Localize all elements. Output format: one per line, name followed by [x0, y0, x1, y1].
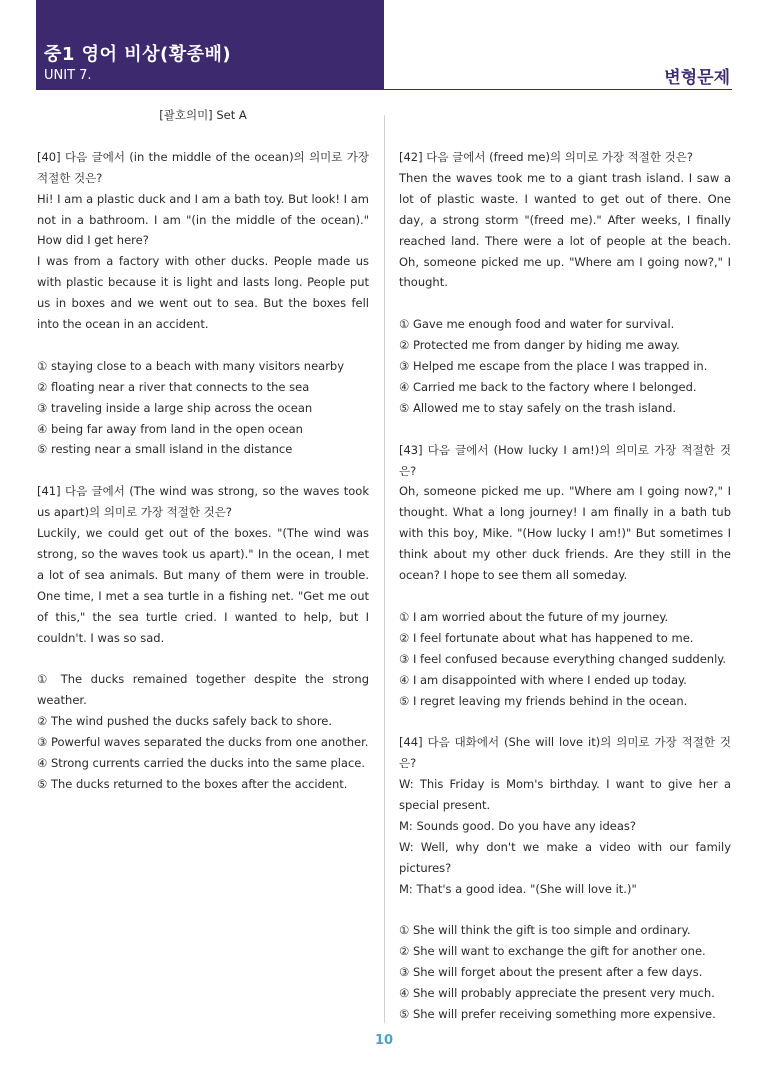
left-column	[37, 105, 369, 795]
page-title: 중1 영어 비상(황종배)	[44, 44, 232, 65]
question-42	[399, 147, 731, 419]
answer-option: ④ Carried me back to the factory where I belonged.	[399, 379, 697, 394]
question-41	[37, 481, 369, 795]
answer-option: ⑤ She will prefer receiving something more expensive.	[399, 1007, 716, 1022]
question-text: [41] 다음 글에서 (The wind was strong, so the waves took us apart)의 의미로 가장 적절한 것은?	[37, 484, 369, 520]
column-divider	[384, 115, 385, 1023]
dialogue-line: M: That's a good idea. "(She will love it.)"	[399, 881, 637, 896]
answer-option: ① The ducks remained together despite the strong weather.	[37, 672, 369, 708]
answer-option: ⑤ I regret leaving my friends behind in the ocean.	[399, 693, 688, 708]
answer-option: ② I feel fortunate about what has happened to me.	[399, 630, 694, 645]
answer-option: ② She will want to exchange the gift for another one.	[399, 944, 706, 959]
answer-option: ④ being far away from land in the open ocean	[37, 421, 303, 436]
unit-label: UNIT 7.	[44, 68, 92, 83]
set-label: [괄호의미] Set A	[159, 108, 247, 122]
answer-option: ③ traveling inside a large ship across the ocean	[37, 400, 313, 415]
passage-text: Luckily, we could get out of the boxes. "(The wind was strong, so the waves took us apart)." In the ocean, I met a lot of sea animals. But many of them were in trouble. One time, I met a sea turtle in a fishing net. "Get me out of this," the sea turtle cried. I wanted to help, but I couldn't. I was so sad.	[37, 526, 369, 645]
answer-option: ⑤ resting near a small island in the distance	[37, 442, 293, 457]
dialogue-line: M: Sounds good. Do you have any ideas?	[399, 818, 637, 833]
answer-option: ④ She will probably appreciate the present very much.	[399, 986, 715, 1001]
answer-option: ③ Helped me escape from the place I was trapped in.	[399, 359, 708, 374]
answer-option: ⑤ The ducks returned to the boxes after the accident.	[37, 776, 348, 791]
answer-option: ① She will think the gift is too simple and ordinary.	[399, 923, 691, 938]
question-44	[399, 732, 731, 1025]
passage-text: Hi! I am a plastic duck and I am a bath toy. But look! I am not in a bathroom. I am "(in the middle of the ocean)." How did I get here?	[37, 191, 369, 248]
question-43	[399, 440, 731, 712]
question-text: [44] 다음 대화에서 (She will love it)의 의미로 가장 적절한 것은?	[399, 735, 731, 771]
question-text: [43] 다음 글에서 (How lucky I am!)의 의미로 가장 적절한 것은?	[399, 442, 731, 478]
header-rule	[384, 89, 732, 90]
answer-option: ② floating near a river that connects to the sea	[37, 379, 310, 394]
answer-option: ① staying close to a beach with many visitors nearby	[37, 358, 345, 373]
answer-option: ③ Powerful waves separated the ducks from one another.	[37, 735, 369, 750]
dialogue-line: W: This Friday is Mom's birthday. I want to give her a special present.	[399, 777, 731, 813]
answer-option: ⑤ Allowed me to stay safely on the trash island.	[399, 400, 677, 415]
passage-text: I was from a factory with other ducks. People made us with plastic because it is light and lasts long. People put us in boxes and we went out to sea. But the boxes fell into the ocean in an accident.	[37, 254, 369, 332]
answer-option: ④ Strong currents carried the ducks into the same place.	[37, 756, 366, 771]
answer-option: ① Gave me enough food and water for survival.	[399, 317, 675, 332]
page-number: 10	[374, 1033, 394, 1048]
answer-option: ③ I feel confused because everything changed suddenly.	[399, 651, 727, 666]
answer-option: ④ I am disappointed with where I ended up today.	[399, 672, 687, 687]
right-column	[399, 147, 731, 1025]
answer-option: ① I am worried about the future of my journey.	[399, 609, 669, 624]
dialogue-line: W: Well, why don't we make a video with our family pictures?	[399, 839, 731, 875]
answer-option: ② The wind pushed the ducks safely back to shore.	[37, 714, 333, 729]
question-text: [42] 다음 글에서 (freed me)의 의미로 가장 적절한 것은?	[399, 150, 693, 164]
question-text: [40] 다음 글에서 (in the middle of the ocean)의 의미로 가장 적절한 것은?	[37, 149, 369, 185]
answer-option: ③ She will forget about the present after a few days.	[399, 965, 703, 980]
question-40	[37, 147, 369, 461]
answer-option: ② Protected me from danger by hiding me away.	[399, 338, 680, 353]
section-label: 변형문제	[664, 68, 730, 88]
passage-text: Then the waves took me to a giant trash island. I saw a lot of plastic waste. I wanted to get out of there. One day, a strong storm "(freed me)." After weeks, I finally reached land. There were a lot of people at the beach. Oh, someone picked me up. "Where am I going now?," I thought.	[399, 170, 731, 290]
passage-text: Oh, someone picked me up. "Where am I going now?," I thought. What a long journey! I am finally in a bath tub with this boy, Mike. "(How lucky I am!)" But sometimes I think about my other duck friends. Are they still in the ocean? I hope to see them all someday.	[399, 484, 731, 583]
